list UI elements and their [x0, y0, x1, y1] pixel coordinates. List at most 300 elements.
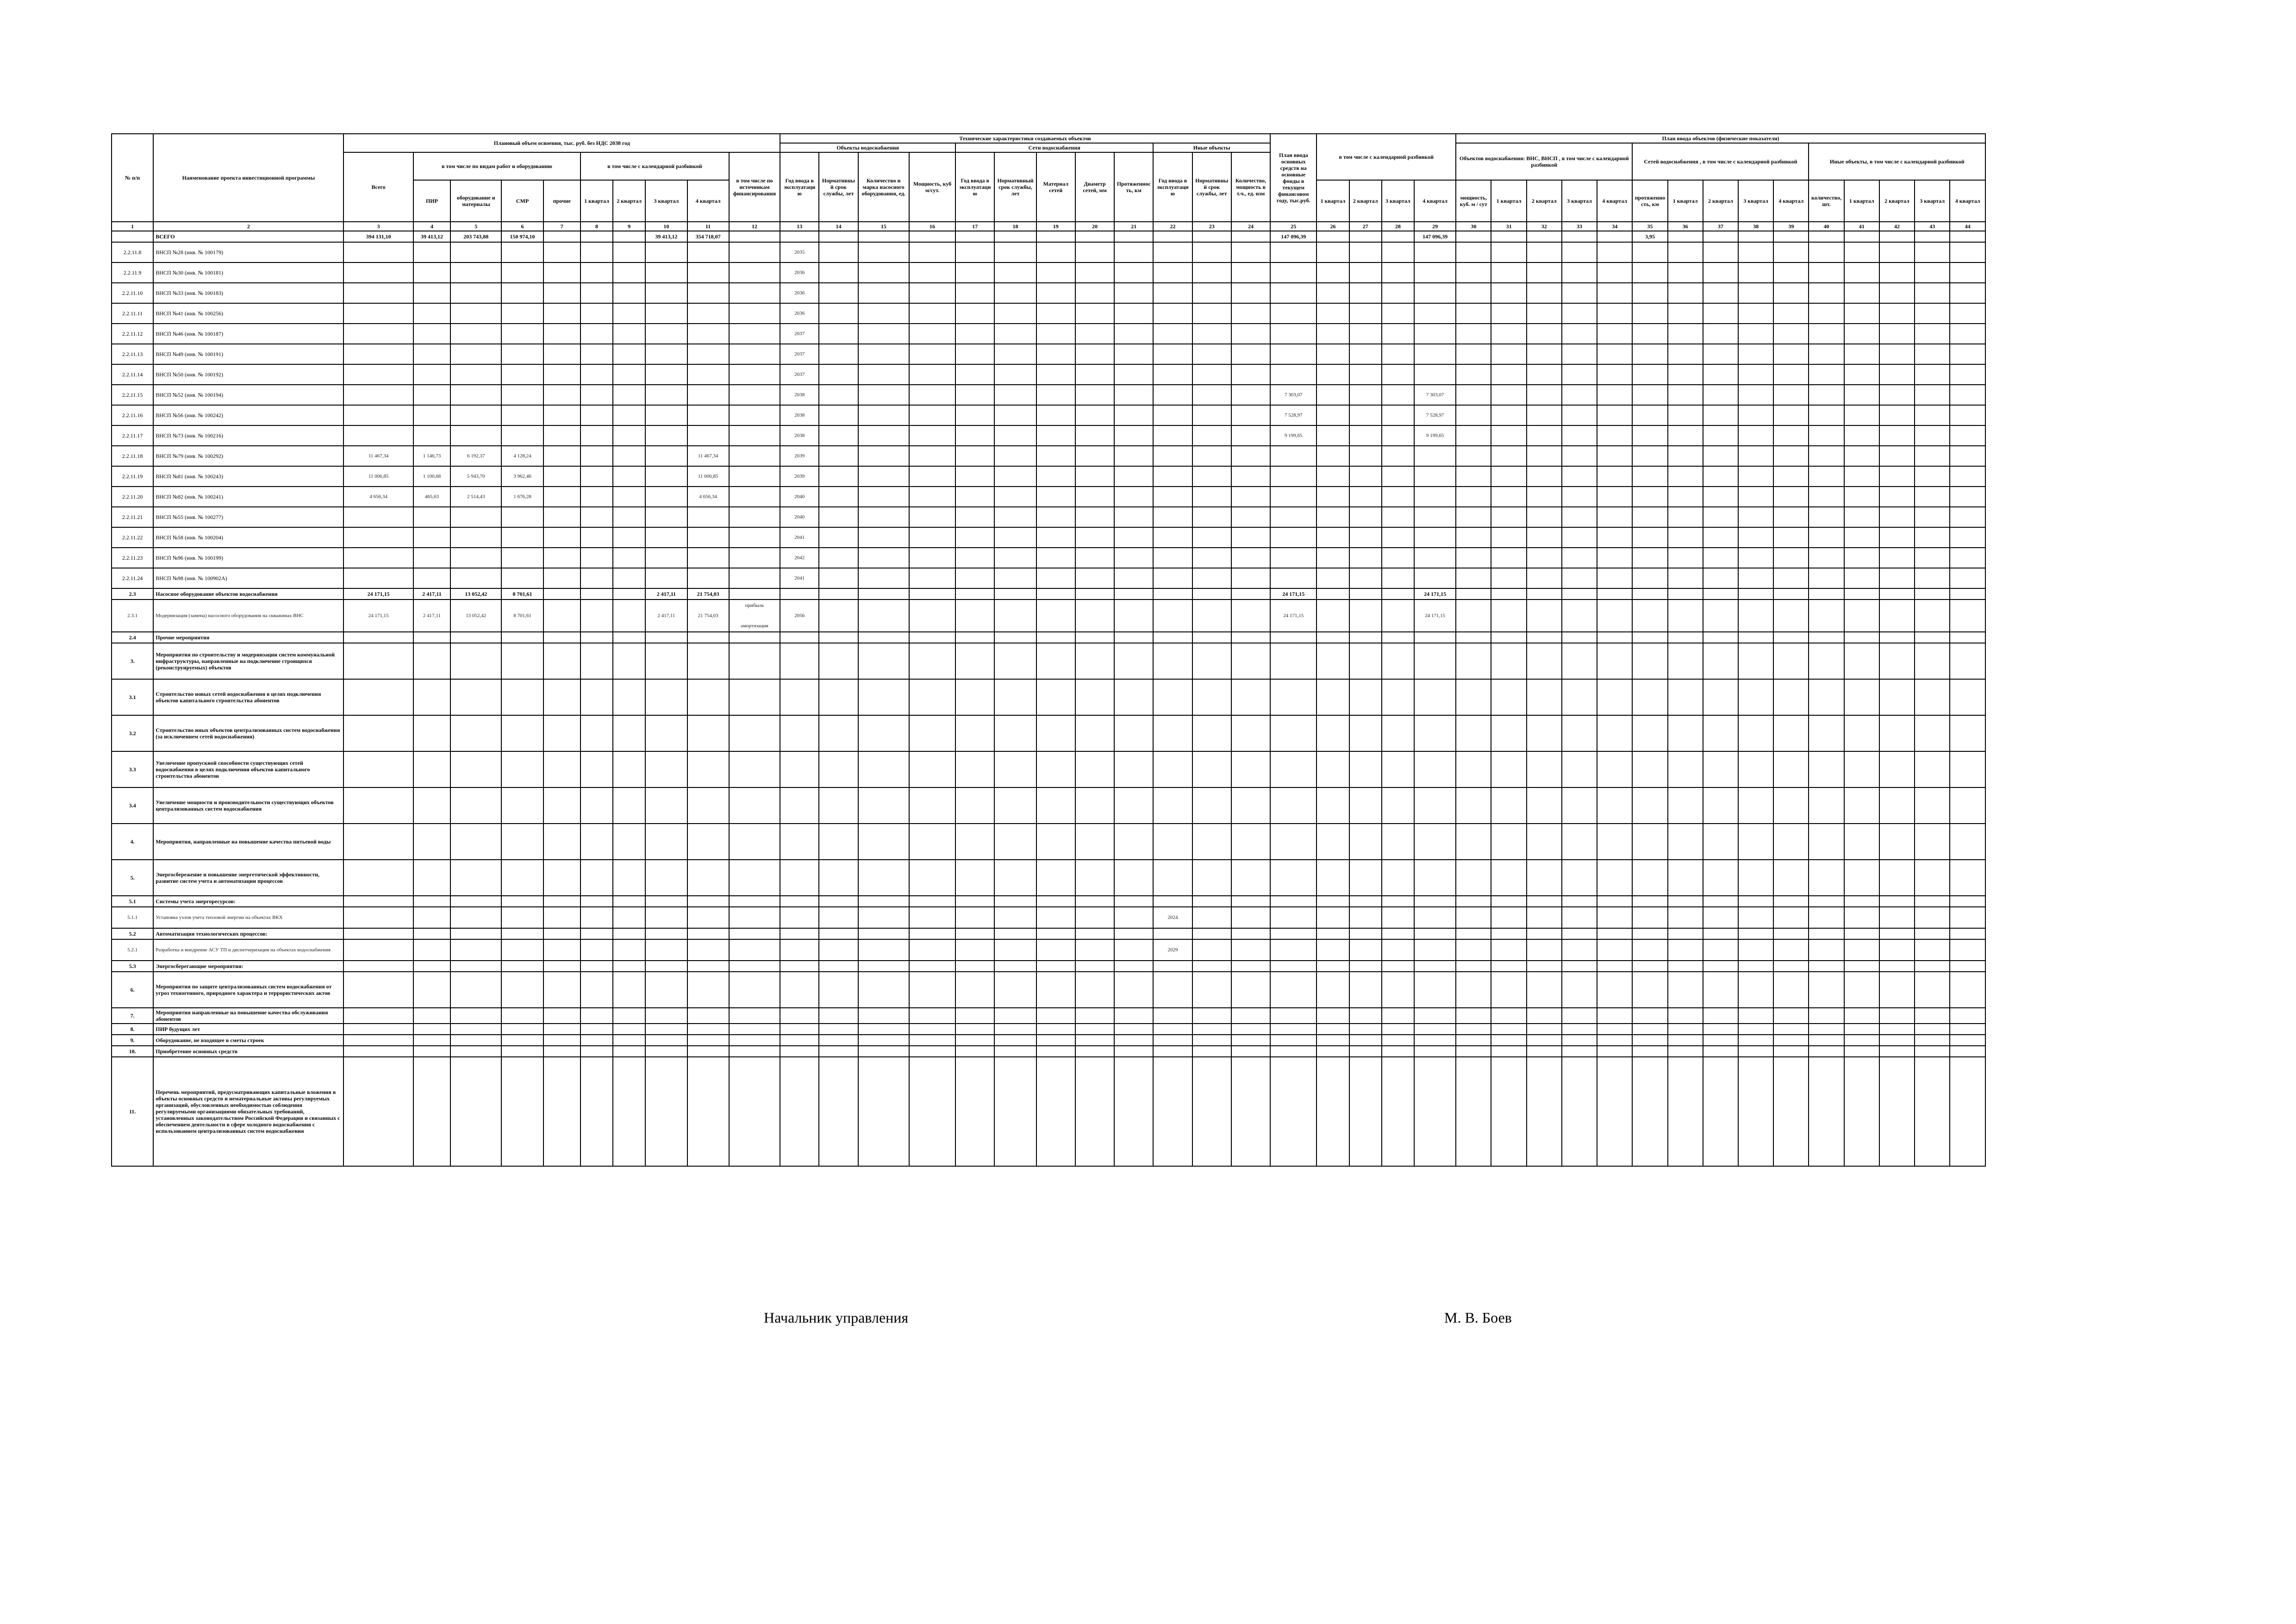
empty-cell: [450, 324, 501, 344]
empty-cell: [1231, 860, 1270, 896]
empty-cell: [1773, 787, 1809, 824]
empty-cell: [1844, 679, 1879, 715]
empty-cell: [1597, 939, 1632, 961]
empty-cell: [858, 242, 909, 262]
empty-cell: [1597, 787, 1632, 824]
empty-cell: [729, 1046, 780, 1057]
empty-cell: [645, 824, 687, 860]
empty-cell: [1270, 787, 1316, 824]
empty-cell: [1349, 385, 1382, 405]
empty-cell: [909, 324, 955, 344]
empty-cell: [819, 364, 858, 385]
empty-cell: [858, 939, 909, 961]
empty-cell: [645, 1008, 687, 1024]
empty-cell: [1809, 324, 1844, 344]
empty-cell: [645, 568, 687, 588]
empty-cell: [1270, 928, 1316, 939]
empty-cell: [1075, 907, 1114, 928]
empty-cell: [1773, 907, 1809, 928]
empty-cell: [1153, 1024, 1192, 1035]
column-number: 23: [1192, 222, 1231, 231]
empty-cell: [1527, 1057, 1562, 1166]
empty-cell: [1231, 303, 1270, 324]
empty-cell: [1491, 928, 1526, 939]
empty-cell: [819, 1046, 858, 1057]
value-cell: 4 656,34: [687, 487, 729, 507]
empty-cell: [955, 1035, 994, 1046]
empty-cell: [1075, 425, 1114, 446]
empty-cell: [1668, 283, 1703, 303]
empty-cell: [1456, 1008, 1491, 1024]
empty-cell: [1879, 231, 1915, 242]
empty-cell: [1036, 632, 1075, 643]
row-name: Мероприятия по защите централизованных систем водоснабжения от угроз техногенного, природного характера и террористических актов: [153, 972, 343, 1008]
empty-cell: [343, 344, 413, 364]
empty-cell: [1809, 1024, 1844, 1035]
empty-cell: [1036, 283, 1075, 303]
section-row: [112, 928, 1985, 939]
empty-cell: [450, 787, 501, 824]
header-no: № п/п: [112, 134, 153, 222]
empty-cell: [1114, 896, 1153, 907]
column-number: 16: [909, 222, 955, 231]
empty-cell: [1703, 262, 1738, 283]
year-cell: 2035: [780, 242, 819, 262]
empty-cell: [819, 527, 858, 548]
empty-cell: [580, 344, 613, 364]
empty-cell: [1231, 487, 1270, 507]
empty-cell: [1153, 600, 1192, 632]
empty-cell: [1414, 632, 1456, 643]
row-name: Установка узлов учета тепловой энергии на объектах ВКХ: [153, 907, 343, 928]
empty-cell: [909, 262, 955, 283]
empty-cell: [819, 643, 858, 679]
empty-cell: [858, 972, 909, 1008]
section-row: [112, 751, 1985, 787]
empty-cell: [909, 588, 955, 600]
empty-cell: [994, 896, 1036, 907]
empty-cell: [1950, 1024, 1985, 1035]
empty-cell: [1349, 679, 1382, 715]
empty-cell: [994, 425, 1036, 446]
empty-cell: [1668, 632, 1703, 643]
empty-cell: [1382, 303, 1414, 324]
empty-cell: [819, 1008, 858, 1024]
empty-cell: [1844, 643, 1879, 679]
year-cell: 2041: [780, 568, 819, 588]
empty-cell: [1668, 242, 1703, 262]
section-row: [112, 1046, 1985, 1057]
empty-cell: [543, 928, 580, 939]
empty-cell: [1738, 824, 1773, 860]
empty-cell: [1316, 487, 1349, 507]
empty-cell: [1597, 364, 1632, 385]
empty-cell: [729, 466, 780, 487]
empty-cell: [450, 896, 501, 907]
empty-cell: [858, 303, 909, 324]
empty-cell: [1844, 507, 1879, 527]
empty-cell: [729, 860, 780, 896]
empty-cell: [819, 262, 858, 283]
empty-cell: [501, 303, 543, 324]
empty-cell: [1668, 568, 1703, 588]
empty-cell: [1192, 824, 1231, 860]
empty-cell: [1879, 679, 1915, 715]
empty-cell: [1562, 939, 1597, 961]
column-number: 33: [1562, 222, 1597, 231]
row-name: Строительство новых сетей водоснабжения в целях подключения объектов капитального строительства абонентов: [153, 679, 343, 715]
empty-cell: [645, 548, 687, 568]
empty-cell: [1738, 231, 1773, 242]
empty-cell: [1491, 324, 1526, 344]
empty-cell: [1562, 385, 1597, 405]
empty-cell: [909, 600, 955, 632]
empty-cell: [1153, 961, 1192, 972]
empty-cell: [1231, 1024, 1270, 1035]
empty-cell: [1036, 860, 1075, 896]
empty-cell: [1036, 961, 1075, 972]
empty-cell: [1231, 231, 1270, 242]
empty-cell: [450, 928, 501, 939]
empty-cell: [1231, 751, 1270, 787]
empty-cell: [1879, 1024, 1915, 1035]
empty-cell: [1668, 972, 1703, 1008]
empty-cell: [1349, 824, 1382, 860]
empty-cell: [1382, 283, 1414, 303]
empty-cell: [413, 928, 450, 939]
section-row: [112, 1035, 1985, 1046]
empty-cell: [819, 896, 858, 907]
empty-cell: [994, 643, 1036, 679]
row-number: 2.2.11.8: [112, 242, 153, 262]
empty-cell: [501, 632, 543, 643]
empty-cell: [1597, 928, 1632, 939]
column-number: 34: [1597, 222, 1632, 231]
empty-cell: [645, 446, 687, 466]
table-row: [112, 487, 1985, 507]
empty-cell: [1114, 344, 1153, 364]
empty-cell: [543, 600, 580, 632]
empty-cell: [1527, 303, 1562, 324]
empty-cell: [1879, 568, 1915, 588]
year-cell: 2036: [780, 283, 819, 303]
empty-cell: [858, 928, 909, 939]
empty-cell: [1668, 344, 1703, 364]
empty-cell: [1879, 588, 1915, 600]
empty-cell: [1114, 324, 1153, 344]
empty-cell: [1915, 548, 1950, 568]
empty-cell: [1036, 1024, 1075, 1035]
empty-cell: [343, 568, 413, 588]
row-name: Насосное оборудование объектов водоснабжения: [153, 588, 343, 600]
empty-cell: [1738, 283, 1773, 303]
empty-cell: [687, 961, 729, 972]
empty-cell: [613, 896, 645, 907]
empty-cell: [819, 344, 858, 364]
column-number: 8: [580, 222, 613, 231]
empty-cell: [543, 939, 580, 961]
empty-cell: [1036, 715, 1075, 751]
empty-cell: [1192, 242, 1231, 262]
empty-cell: [501, 1057, 543, 1166]
empty-cell: [1075, 262, 1114, 283]
row-name: ВНСП №58 (инв. № 100204): [153, 527, 343, 548]
column-number: 39: [1773, 222, 1809, 231]
empty-cell: [955, 643, 994, 679]
empty-cell: [543, 1024, 580, 1035]
empty-cell: [1075, 405, 1114, 425]
empty-cell: [543, 751, 580, 787]
header-po-q2: 2 квартал: [1879, 180, 1915, 222]
empty-cell: [819, 466, 858, 487]
empty-cell: [1773, 961, 1809, 972]
empty-cell: [580, 385, 613, 405]
empty-cell: [1231, 643, 1270, 679]
empty-cell: [1844, 527, 1879, 548]
empty-cell: [580, 303, 613, 324]
empty-cell: [909, 487, 955, 507]
empty-cell: [613, 928, 645, 939]
empty-cell: [1192, 405, 1231, 425]
header-cal-q1: 1 квартал: [1316, 180, 1349, 222]
empty-cell: [1668, 961, 1703, 972]
empty-cell: [1192, 283, 1231, 303]
empty-cell: [580, 231, 613, 242]
empty-cell: [1231, 715, 1270, 751]
empty-cell: [1562, 262, 1597, 283]
empty-cell: [1879, 643, 1915, 679]
row-number: 2.2.11.17: [112, 425, 153, 446]
year-cell: 2037: [780, 344, 819, 364]
empty-cell: [413, 896, 450, 907]
empty-cell: [1316, 600, 1349, 632]
empty-cell: [1349, 643, 1382, 679]
empty-cell: [1192, 425, 1231, 446]
empty-cell: [1114, 385, 1153, 405]
empty-cell: [1879, 928, 1915, 939]
empty-cell: [1738, 324, 1773, 344]
header-calendar-25: в том числе с календарной разбивкой: [1316, 134, 1456, 180]
signature-position: Начальник управления: [764, 1309, 909, 1326]
empty-cell: [450, 1008, 501, 1024]
empty-cell: [1915, 344, 1950, 364]
empty-cell: [1036, 1008, 1075, 1024]
empty-cell: [1738, 568, 1773, 588]
empty-cell: [729, 679, 780, 715]
empty-cell: [1491, 1046, 1526, 1057]
empty-cell: [543, 231, 580, 242]
header-count-pcs: количество, шт.: [1809, 180, 1844, 222]
empty-cell: [1844, 632, 1879, 643]
empty-cell: [580, 262, 613, 283]
empty-cell: [729, 961, 780, 972]
empty-cell: [1703, 242, 1738, 262]
empty-cell: [1316, 588, 1349, 600]
value-cell: 8 701,61: [501, 588, 543, 600]
empty-cell: [858, 1057, 909, 1166]
empty-cell: [1773, 600, 1809, 632]
empty-cell: [1414, 961, 1456, 972]
empty-cell: [1231, 632, 1270, 643]
empty-cell: [1597, 487, 1632, 507]
empty-cell: [613, 860, 645, 896]
empty-cell: [645, 242, 687, 262]
empty-cell: [1738, 907, 1773, 928]
empty-cell: [1738, 446, 1773, 466]
empty-cell: [1773, 588, 1809, 600]
empty-cell: [1879, 466, 1915, 487]
empty-cell: [1382, 1057, 1414, 1166]
empty-cell: [1844, 466, 1879, 487]
empty-cell: [1773, 860, 1809, 896]
empty-cell: [1773, 507, 1809, 527]
empty-cell: [543, 824, 580, 860]
empty-cell: [955, 896, 994, 907]
empty-cell: [413, 643, 450, 679]
empty-cell: [1231, 1035, 1270, 1046]
empty-cell: [858, 715, 909, 751]
empty-cell: [1915, 425, 1950, 446]
empty-cell: [819, 405, 858, 425]
empty-cell: [729, 425, 780, 446]
empty-cell: [687, 928, 729, 939]
year-cell: 2038: [780, 385, 819, 405]
value-cell: 2 417,11: [413, 588, 450, 600]
empty-cell: [1703, 907, 1738, 928]
empty-cell: [1382, 928, 1414, 939]
empty-cell: [909, 364, 955, 385]
row-name: ВНСП №81 (инв. № 100243): [153, 466, 343, 487]
empty-cell: [1879, 425, 1915, 446]
empty-cell: [1456, 231, 1491, 242]
empty-cell: [450, 632, 501, 643]
empty-cell: [1632, 939, 1667, 961]
empty-cell: [1316, 231, 1349, 242]
empty-cell: [1075, 1046, 1114, 1057]
empty-cell: [1915, 824, 1950, 860]
empty-cell: [1562, 1035, 1597, 1046]
empty-cell: [909, 283, 955, 303]
empty-cell: [543, 643, 580, 679]
empty-cell: [1382, 679, 1414, 715]
empty-cell: [613, 231, 645, 242]
empty-cell: [1316, 385, 1349, 405]
empty-cell: [909, 751, 955, 787]
empty-cell: [1915, 1024, 1950, 1035]
empty-cell: [1231, 242, 1270, 262]
empty-cell: [1809, 1046, 1844, 1057]
section-row: [112, 939, 1985, 961]
empty-cell: [1632, 405, 1667, 425]
empty-cell: [687, 907, 729, 928]
empty-cell: [909, 242, 955, 262]
empty-cell: [1668, 939, 1703, 961]
empty-cell: [1809, 1035, 1844, 1046]
empty-cell: [1316, 860, 1349, 896]
empty-cell: [1597, 600, 1632, 632]
empty-cell: [1349, 303, 1382, 324]
empty-cell: [1382, 446, 1414, 466]
empty-cell: [1382, 896, 1414, 907]
empty-cell: [1738, 507, 1773, 527]
empty-cell: [1270, 824, 1316, 860]
empty-cell: [1382, 751, 1414, 787]
empty-cell: [1114, 824, 1153, 860]
empty-cell: [1075, 679, 1114, 715]
empty-cell: [1703, 1035, 1738, 1046]
empty-cell: [858, 600, 909, 632]
empty-cell: [1270, 303, 1316, 324]
empty-cell: [1738, 1024, 1773, 1035]
empty-cell: [1950, 787, 1985, 824]
empty-cell: [543, 527, 580, 548]
empty-cell: [1527, 446, 1562, 466]
empty-cell: [1192, 1046, 1231, 1057]
empty-cell: [613, 466, 645, 487]
empty-cell: [613, 643, 645, 679]
empty-cell: [1316, 446, 1349, 466]
empty-cell: [1879, 632, 1915, 643]
empty-cell: [613, 527, 645, 548]
empty-cell: [1114, 1035, 1153, 1046]
header-pn-q4: 4 квартал: [1773, 180, 1809, 222]
empty-cell: [613, 425, 645, 446]
empty-cell: [580, 283, 613, 303]
empty-cell: [1491, 972, 1526, 1008]
empty-cell: [955, 860, 994, 896]
empty-cell: [450, 860, 501, 896]
empty-cell: [1950, 824, 1985, 860]
empty-cell: [1879, 600, 1915, 632]
empty-cell: [1915, 466, 1950, 487]
empty-cell: [343, 548, 413, 568]
empty-cell: [501, 1024, 543, 1035]
year-cell: 2039: [780, 466, 819, 487]
empty-cell: [819, 939, 858, 961]
empty-cell: [1349, 961, 1382, 972]
year-cell: 2040: [780, 507, 819, 527]
empty-cell: [613, 1035, 645, 1046]
header-plan-volume: Плановый объем освоения, тыс. руб. без НДС 2038 год: [343, 134, 780, 152]
empty-cell: [1192, 507, 1231, 527]
empty-cell: [955, 1046, 994, 1057]
value-cell: 8 701,61: [501, 600, 543, 632]
empty-cell: [613, 324, 645, 344]
empty-cell: [1809, 928, 1844, 939]
value-cell: 13 052,42: [450, 588, 501, 600]
empty-cell: [1382, 1024, 1414, 1035]
empty-cell: [580, 907, 613, 928]
empty-cell: [1349, 231, 1382, 242]
empty-cell: [1915, 1046, 1950, 1057]
value-cell: 1 676,28: [501, 487, 543, 507]
empty-cell: [1316, 1035, 1349, 1046]
empty-cell: [955, 1024, 994, 1035]
empty-cell: [1491, 303, 1526, 324]
empty-cell: [1950, 283, 1985, 303]
header-q2: 2 квартал: [613, 180, 645, 222]
empty-cell: [909, 466, 955, 487]
row-number: 2.2.11.14: [112, 364, 153, 385]
empty-cell: [1703, 1057, 1738, 1166]
header-year-22: Год ввода в эксплуатацию: [1153, 152, 1192, 222]
empty-cell: [1879, 787, 1915, 824]
section-row: [112, 715, 1985, 751]
empty-cell: [1632, 548, 1667, 568]
column-number: 27: [1349, 222, 1382, 231]
empty-cell: [580, 588, 613, 600]
empty-cell: [1703, 860, 1738, 896]
